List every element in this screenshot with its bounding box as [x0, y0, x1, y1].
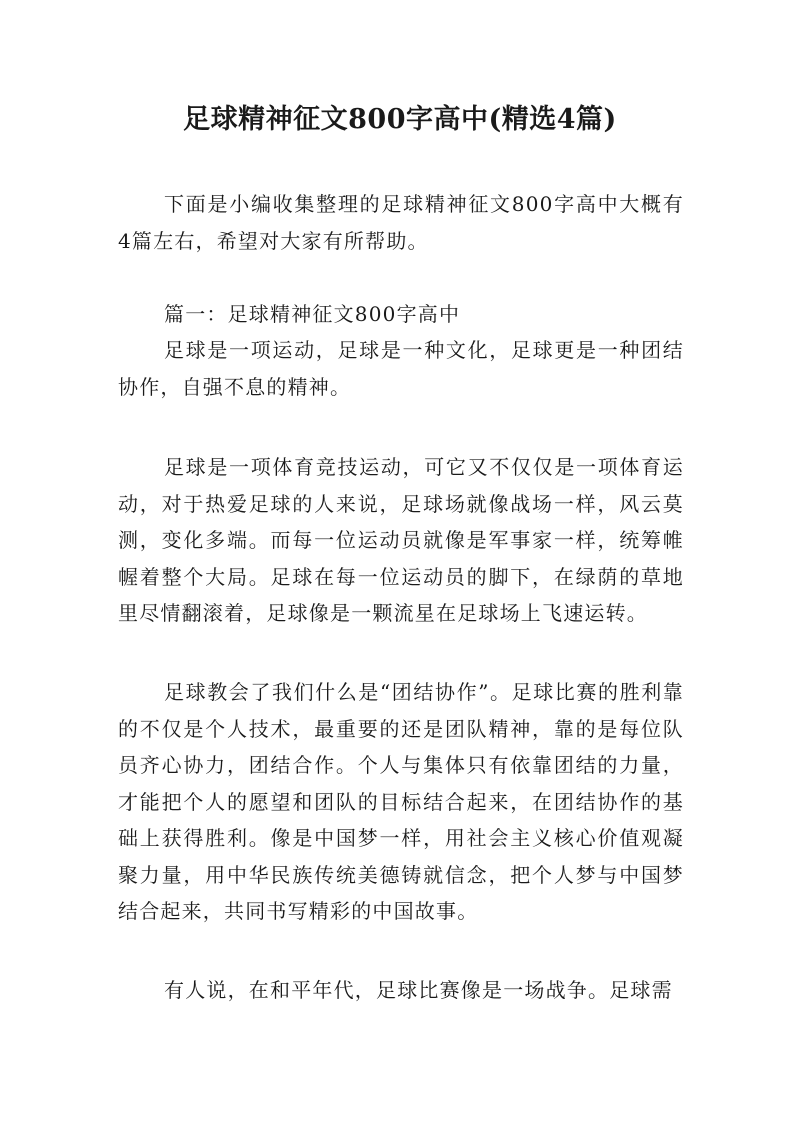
paragraph-2: 足球是一项体育竞技运动，可它又不仅仅是一项体育运动，对于热爱足球的人来说，足球场就像战场一样，风云莫测，变化多端。而每一位运动员就像是军事家一样，统筹帷幄着整个大局。足球在每一位运动员的脚下，在绿荫的草地里尽情翻滚着，足球像是一颗流星在足球场上飞速运转。: [118, 455, 684, 625]
intro-paragraph: 下面是小编收集整理的足球精神征文800字高中大概有4篇左右，希望对大家有所帮助。: [118, 192, 684, 253]
paragraph-4: 有人说，在和平年代，足球比赛像是一场战争。足球需: [164, 978, 673, 1002]
document-title: 足球精神征文800字高中(精选4篇): [183, 104, 617, 135]
section-heading: 篇一：足球精神征文800字高中: [164, 302, 461, 326]
paragraph-3: 足球教会了我们什么是“团结协作”。足球比赛的胜利靠的不仅是个人技术，最重要的还是团队精神，靠的是每位队员齐心协力，团结合作。个人与集体只有依靠团结的力量，才能把个人的愿望和团队的目标结合起来，在团结协作的基础上获得胜利。像是中国梦一样，用社会主义核心价值观凝聚力量，用中华民族传统美德铸就信念，把个人梦与中国梦结合起来，共同书写精彩的中国故事。: [118, 680, 684, 923]
paragraph-1: 足球是一项运动，足球是一种文化，足球更是一种团结协作，自强不息的精神。: [118, 338, 684, 399]
